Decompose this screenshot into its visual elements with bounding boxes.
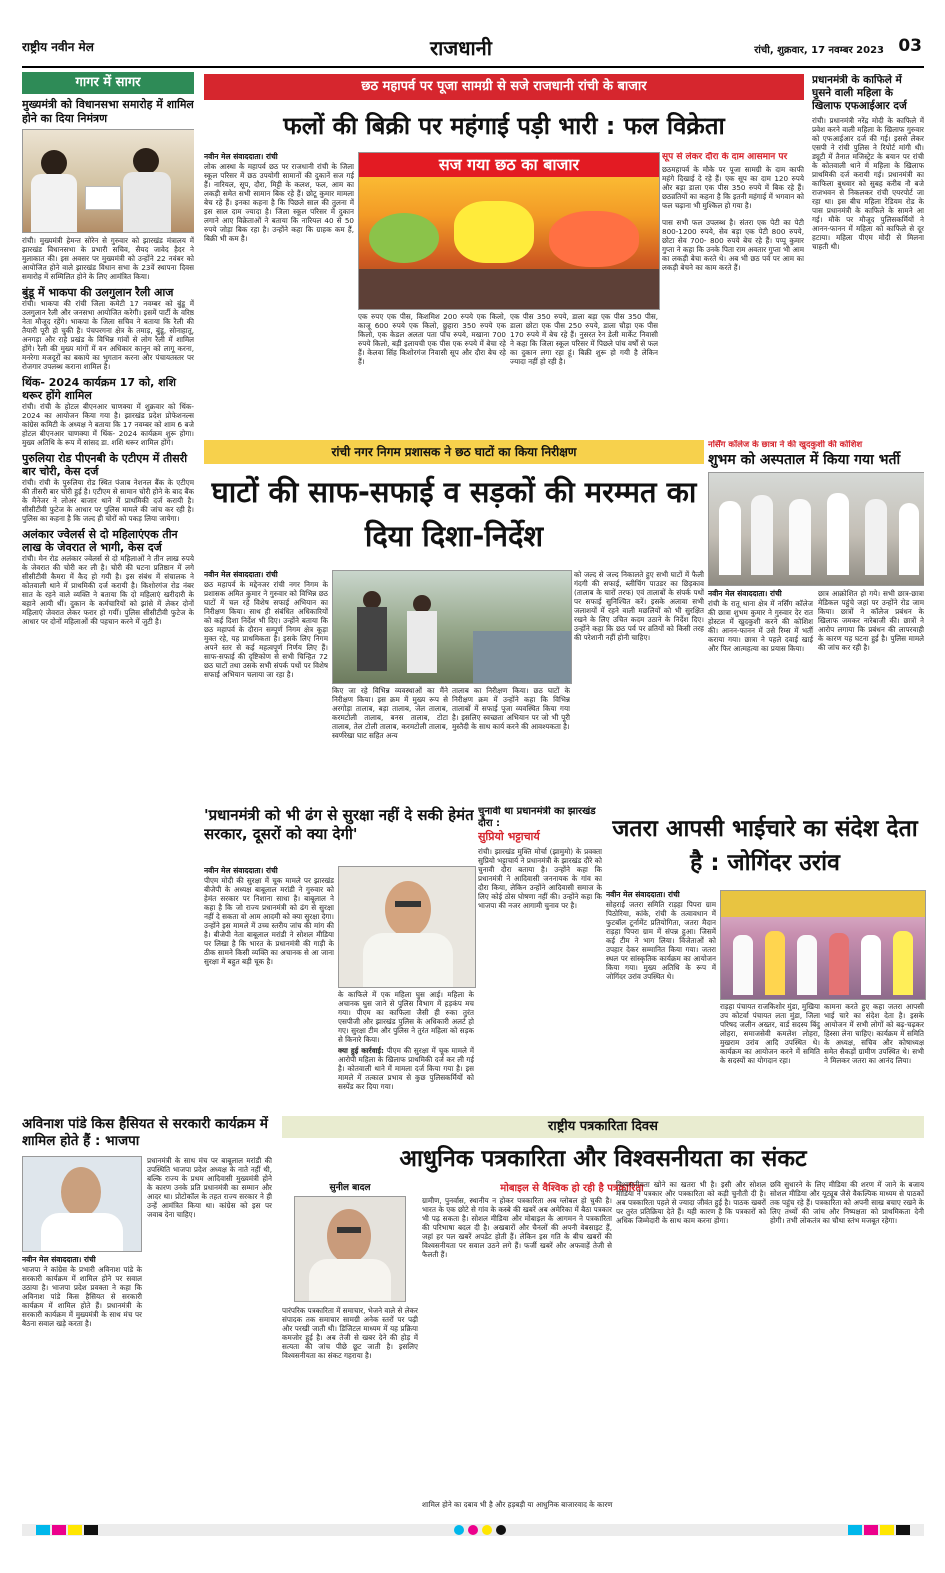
story-body: पीएम मोदी की सुरक्षा में चूक मामले पर झारखंड बीजेपी के अध्यक्ष बाबूलाल मरांडी ने गुरुवार को हेमंत सरकार पर निशाना साधा है। बाबूलाल ने कहा है कि जो राज्य प्रधानमंत्री को ढंग से सुरक्षा नहीं दे सकता वो आम आदमी को क्या सुरक्षा देगा। उन्होंने इस मामले में उच्च स्तरीय जांच की मांग की है। बीजेपी नेता बाबूलाल मरांडी ने सोशल मीडिया पर लिखा है कि भारत के प्रधानमंत्री की गाड़ी के ठीक सामने किसी व्यक्ति का अचानक से आ जाना सुरक्षा में बहुत बड़ी चूक है। bbox=[204, 876, 334, 966]
left-column bbox=[22, 72, 194, 932]
press-footer-line: शामिल होने का दबाव भी है और हड़बड़ी या आधुनिक बाजारवाद के कारण bbox=[422, 1500, 613, 1509]
story-body: छठमहापर्व के मौके पर पूजा सामग्री के दाम काफी महंगे दिखाई दे रहे हैं। एक सूप का दाम 120 रुपये और बड़ा डाला एक पीस 350 रुपये में बिक रहे हैं। छठव्रतियों का कहना है कि इतनी महंगाई में भगवान को फल चढ़ाना भी मुश्किल हो गया है। bbox=[662, 165, 804, 210]
story-body: रांची के रातू थाना क्षेत्र में नर्सिंग कॉलेज की छात्रा शुभम कुमार ने गुरुवार देर रात होस्टल में खुदकुशी करने की कोशिश की। आनन-फानन में उसे रिम्स में भर्ती कराया गया। छात्रा ने पहले दवाई खाई और फिर आत्महत्या का प्रयास किया। bbox=[708, 599, 813, 653]
photo-caption: सज गया छठ का बाजार bbox=[359, 153, 659, 177]
registration-bar bbox=[22, 1524, 924, 1536]
ghat-col-1 bbox=[204, 570, 328, 792]
masthead-rule bbox=[22, 66, 924, 68]
story-body: भाजपा ने कांग्रेस के प्रभारी अविनाश पांडे के सरकारी कार्यक्रम में शामिल होने पर सवाल उठाया है। भाजपा प्रदेश प्रवक्ता ने कहा कि अविनाश पांडे किस हैसियत से सरकारी कार्यक्रम में शामिल होते हैं। प्रधानमंत्री के सरकारी कार्यक्रम में मुख्यमंत्री के साथ मंच पर बैठना सवाल खड़े करता है। bbox=[22, 1265, 142, 1328]
paper-name: राष्ट्रीय नवीन मेल bbox=[22, 40, 94, 54]
sub-head: सूप से लेकर दौरा के दाम आसमान पर bbox=[662, 152, 788, 162]
story-body: छठ महापर्व के मद्देनजर रांची नगर निगम के प्रशासक अमित कुमार ने गुरुवार को विभिन्न छठ घाटों में चल रहे विशेष सफाई अभियान का निरीक्षण किया। साथ ही संबंधित अधिकारियों को कई दिशा निर्देश भी दिए। उन्होंने बताया कि छठ महापर्व के दौरान सम्पूर्ण निगम क्षेत्र कूड़ा मुक्त रहे, यह प्राथमिकता है। इसके लिए निगम अपने स्तर से कई महत्वपूर्ण निर्णय लिए हैं। साफ-सफाई की दृष्टिकोण से सभी चिन्हित 72 छठ घाटों तथा उसके सभी संपर्क पथों पर विशेष सफाई अभियान चलाया जा रहा है। bbox=[204, 580, 328, 679]
top-banner bbox=[204, 74, 804, 100]
chhath-market-photo bbox=[358, 152, 660, 310]
right-top-story bbox=[812, 74, 924, 436]
banner-text: रांची नगर निगम प्रशासक ने छठ घाटों का किया निरीक्षण bbox=[331, 445, 577, 459]
jatra-col-3: कामना करते हुए कहा जतरा आपसी भाई चारे का संदेश देता है। इसके आयोजन में सभी लोगों को बढ़-चढ़कर हिस्सा लेना चाहिए। कार्यक्रम में समिति के अध्यक्ष, सचिव और कोषाध्यक्ष समेत सैकड़ों ग्रामीण उपस्थित थे। सभी ने मिलकर जतरा का आनंद लिया। bbox=[824, 1002, 924, 1065]
press-headline: आधुनिक पत्रकारिता और विश्वसनीयता का संकट bbox=[399, 1146, 807, 1172]
jatra-photo bbox=[720, 890, 926, 1000]
story-body: प्रधानमंत्री के साथ मंच पर बाबूलाल मरांडी की उपस्थिति भाजपा प्रदेश अध्यक्ष के नाते नहीं थी, बल्कि राज्य के प्रथम आदिवासी मुख्यमंत्री होने के कारण उनके प्रति प्रधानमंत्री का सम्मान और आदर था। प्रोटोकॉल के तहत राज्य सरकार ने ही उन्हें आमंत्रित किया था। कांग्रेस को इस पर जवाब देना चाहिए। bbox=[147, 1156, 272, 1219]
column-head: गागर में सागर bbox=[22, 72, 194, 94]
nursing-story bbox=[708, 440, 924, 796]
byline: नवीन मेल संवाददाता। रांची bbox=[606, 890, 680, 899]
story-title: अलंकार ज्वेलर्स से दो महिलाएंएक तीन लाख के जेवरात ले भागी, केस दर्ज bbox=[22, 528, 178, 554]
students-photo bbox=[708, 472, 924, 586]
press-col-2: विश्वसनीयता खोने का खतरा भी है। इसी और सोशल मीडिया ने पत्रकार और पत्रकारिता को कड़ी चुनौती दी है। अब पत्रकारिता पहले से ज्यादा जीवंत हुई है। पाठक खबरों पर तुरंत प्रतिक्रिया देते हैं। यही कारण है कि पत्रकारों को अधिक जिम्मेदारी के साथ काम करना होगा। bbox=[616, 1180, 766, 1225]
author-portrait bbox=[294, 1196, 406, 1302]
quote-col-1 bbox=[204, 866, 334, 1106]
story-body: रांची। रांची के पुरुलिया रोड स्थित पंजाब नेशनल बैंक के एटीएम की तीसरी बार चोरी हुई है। एटीएम से सामान चोरी होने के बाद बैंक के मैनेजर ने लोअर बाजार थाने में प्राथमिकी दर्ज करायी है। सीसीटीवी फुटेज के आधार पर पुलिस मामले की जांच कर रही है। पुलिस का कहना है कि जल्द ही चोरों को पकड़ लिया जायेगा। bbox=[22, 478, 194, 523]
dateline: रांची, शुक्रवार, 17 नवम्बर 2023 bbox=[754, 45, 884, 56]
story-body: के काफिले में एक महिला घुस आई। महिला के अचानक घुस जाने से पुलिस विभाग में हड़कंप मच गया। पीएम का काफिला जैसी ही रुका तुरंत एसपीजी और झारखंड पुलिस के अधिकारी अलर्ट हो गए। सुरक्षा टीम और पुलिस ने तुरंत महिला को सड़क से किनारे किया। bbox=[338, 990, 474, 1044]
press-author-col bbox=[282, 1180, 418, 1516]
press-col-1: ग्रामीण, पुनर्वास, स्थानीय न होकर पत्रकारिता अब ग्लोबल हो चुकी है। भारत के एक छोटे से गांव के कस्बे की खबरें अब अमेरिका में बैठा पत्रकार भी पढ़ सकता है। सोशल मीडिया और मोबाइल के आगमन ने पत्रकारिता की परिभाषा बदल दी है। अखबारों और चैनलों की अपनी वेबसाइट हैं, जहां हर पल खबरें अपडेट होती हैं। लेकिन इस गति के बीच खबरों की विश्वसनीयता पर सवाल उठने लगे हैं। फर्जी खबरें और अफवाहें तेजी से फैलती हैं। bbox=[422, 1196, 612, 1259]
ghat-banner bbox=[204, 440, 704, 464]
ghat-col-3: तालाब का निरीक्षण किया। छठ घाटों के निरीक्षण क्रम में उन्होंने कहा कि विभिन्न तालाबों में सफाई पूजा व्यवस्थित किया गया है। इसलिए स्वच्छता अभियान पर जो भी पूरी मुस्तैदी के साथ कार्य करने की आवश्यकता है। bbox=[452, 686, 570, 731]
byline: नवीन मेल संवाददाता। रांची bbox=[204, 152, 278, 161]
jatra-col-1 bbox=[606, 890, 716, 1106]
story-title: पुरुलिया रोड पीएनबी के एटीएम में तीसरी बार चोरी, केस दर्ज bbox=[22, 452, 188, 478]
story-body: पीएम की सुरक्षा में चूक मामले में आरोपी महिला के खिलाफ प्राथमिकी दर्ज कर ली गई है। कोतवाली थाने में मामला दर्ज किया गया है। इस मामले में तत्काल प्रभाव से कुछ पुलिसकर्मियों को सस्पेंड कर दिया गया। bbox=[338, 1046, 474, 1091]
byline: नवीन मेल संवाददाता। रांची bbox=[204, 866, 278, 875]
story-body: रांची। मेन रोड अलंकार ज्वेलर्स से दो महिलाओं ने तीन लाख रुपये के जेवरात की चोरी कर ली है। चोरी की घटना प्रतिष्ठान में लगे सीसीटीवी कैमरा में कैद हो गयी है। इस संबंध में संचालक ने कोतवाली थाने में प्राथमिकी दर्ज करायी है। किशोरगंज रोड नंबर सात के रहने वाले व्यक्ति ने बताया कि दो महिलाएं खरीदारी के बहाने आयी थीं। दुकान के कर्मचारियों को झांसे में लेकर दोनों महिलाएं जेवरात लेकर फरार हो गयीं। पुलिस सीसीटीवी फुटेज के आधार पर दोनों महिलाओं की पहचान करने में जुटी है। bbox=[22, 554, 194, 626]
story-body: रांची। झारखंड मुक्ति मोर्चा (झामुमो) के प्रवक्ता सुप्रियो भट्टाचार्य ने प्रधानमंत्री के झारखंड दौरे को चुनावी दौरा बताया है। उन्होंने कहा कि प्रधानमंत्री ने आदिवासी जननायक के गांव का दौरा किया, लेकिन उन्होंने आदिवासी समाज के लिए कोई ठोस घोषणा नहीं की। उन्होंने कहा कि भाजपा की नजर आगामी चुनाव पर है। bbox=[478, 847, 602, 910]
section-title: राजधानी bbox=[430, 36, 492, 60]
sub-head: मोबाइल से वैश्विक हो रही है पत्रकारिता bbox=[500, 1183, 644, 1194]
byline: नवीन मेल संवाददाता। रांची bbox=[708, 589, 782, 598]
story-title: बुंडू में भाकपा की उलगुलान रैली आज bbox=[22, 286, 174, 299]
press-banner bbox=[282, 1116, 924, 1138]
cm-meeting-photo bbox=[22, 129, 194, 233]
story-body: पास सभी फल उपलब्ध है। संतरा एक पेटी का पेटी 800-1200 रुपये, सेव बड़ा एक पेटी 800 रुपये, छोटा सेव 700- 800 रुपये बेच रहे हैं। पप्पू कुमार गुप्ता ने कहा कि उनके पिता राम अवतार गुप्ता भी आम का लकड़ी बेचा करते थे। अब भी छठ पर्व पर आम का लकड़ी बेचने का काम करते हैं। bbox=[662, 218, 804, 272]
fruit-headline: फलों की बिक्री पर महंगाई पड़ी भारी : फल विक्रेता bbox=[283, 112, 725, 140]
story-body: छात्र आक्रोशित हो गये। सभी छात्र-छात्रा मेडिकल पहुंचे जहां पर उन्होंने रोड जाम किया। छात्रों ने कॉलेज प्रबंधन के खिलाफ जमकर नारेबाजी की। छात्रों ने आरोप लगाया कि प्रबंधन की लापरवाही के कारण यह घटना हुई है। पुलिस मामले की जांच कर रही है। bbox=[818, 589, 924, 652]
label: क्या हुई कार्रवाई: bbox=[338, 1046, 384, 1055]
story-body: रांची। प्रधानमंत्री नरेंद्र मोदी के काफिले में प्रवेश करने वाली महिला के खिलाफ गुरुवार को एफआईआर दर्ज की गई। इससे लेकर एसपी ने रांची पुलिस ने रिपोर्ट मांगी थी। ड्यूटी में तैनात मजिस्ट्रेट के बयान पर रांची के कोतवाली थाने में महिला के खिलाफ प्राथमिकी दर्ज करायी गई। प्रधानमंत्री का काफिला बुधवार को सुबह करीब नौ बजे राजभवन से निकलकर रांची एयरपोर्ट जा रहा था। इस बीच महिला रेडियम रोड के पास प्रधानमंत्री के काफिले के सामने आ गई। मौके पर मौजूद पुलिसकर्मियों ने आनन-फानन में महिला को काफिले से दूर हटाया। महिला पीएम मोदी से मिलना चाहती थी। bbox=[812, 116, 924, 251]
bjp-story bbox=[22, 1116, 272, 1516]
paper-logo bbox=[22, 38, 94, 55]
story-title: मुख्यमंत्री को विधानसभा समारोह में शामिल होने का दिया निमंत्रण bbox=[22, 98, 194, 125]
story-body: रांची। भाकपा की रांची जिला कमेटी 17 नवम्बर को बुंडू में उलगुलान रैली और जनसभा आयोजित करेगी। इसमें पार्टी के वरिष्ठ नेता मौजूद रहेंगे। भाकपा के जिला सचिव ने बताया कि रैली की तैयारी पूरी हो चुकी है। पंचपरगना क्षेत्र के तमाड़, बुंडू, सोनाहातू, अनगड़ा और राहे प्रखंड के विभिन्न गांवों से लोग रैली में शामिल होंगे। रैली की मुख्य मांगों में वन अधिकार कानून को लागू करना, मनरेगा मजदूरों का बकाये का भुगतान करना और पंचायतस्तर पर रोजगार उपलब्ध कराना शामिल है। bbox=[22, 299, 194, 371]
press-col-3: छवि सुधारने के लिए मीडिया की शरण में जाने के बजाय सोशल मीडिया और यूट्यूब जैसे वैकल्पिक माध्यम से पाठकों तक पहुंच रहे हैं। पत्रकारिता को अपनी साख बचाए रखने के लिए तथ्यों की जांच और निष्पक्षता को प्राथमिकता देनी होगी। तभी लोकतंत्र का चौथा स्तंभ मजबूत रहेगा। bbox=[770, 1180, 924, 1225]
story-title: थिंक- 2024 कार्यक्रम 17 को, शशि थरूर होंगे शामिल bbox=[22, 376, 176, 402]
ghat-col-4: को जल्द से जल्द निकालते हुए सभी घाटों में फैली गंदगी की सफाई, ब्लीचिंग पाउडर का छिड़काव (तालाब के चारों तरफ) एवं तालाबों के संपर्क पथों पर सफाई सुनिश्चित करें। इसके अलावा सभी जलाशयों में रहने वाली मछलियों को भी सुरक्षित रखने के लिए उचित कदम उठाने के निर्देश दिए। उन्होंने कहा कि छठ पर्व पर व्रतियों को किसी तरह की परेशानी नहीं होनी चाहिए। bbox=[574, 570, 704, 642]
supriyo-story bbox=[478, 806, 602, 1106]
author-name: सुनील बादल bbox=[329, 1183, 371, 1193]
masthead bbox=[22, 32, 924, 68]
byline: नवीन मेल संवाददाता। रांची bbox=[204, 570, 278, 579]
avinash-portrait bbox=[22, 1156, 142, 1252]
fruit-col-2: एक रुपए एक पीस, किशमिश 200 रुपये एक किलो, काजू 600 रुपये एक किलो, छुहारा 350 रुपये एक किलो, एक केडल अलता पता पाँच रुपये, मखाना 700 रुपये किलो, बड़ी इलायची एक पीस एक रुपये में बेचा रहे हैं। केलवा सिंह किशोरगंज निवासी सूप और दौरा बेच रहे हैं। bbox=[358, 312, 506, 366]
banner-text: छठ महापर्व पर पूजा सामग्री से सजे राजधानी रांची के बाजार bbox=[361, 79, 647, 94]
story-title: प्रधानमंत्री के काफिले में घुसने वाली महिला के खिलाफ एफआईआर दर्ज bbox=[812, 74, 907, 112]
story-title: शुभम को अस्पताल में किया गया भर्ती bbox=[708, 452, 901, 468]
inspection-photo bbox=[332, 570, 572, 684]
ghat-headline: घाटों की साफ-सफाई व सड़कों की मरम्मत का दिया दिशा-निर्देश bbox=[211, 475, 697, 553]
jatra-col-2: राड़हा पंचायत राजकिशोर मुंडा, मुखिया उप कोटर्वा पंचायत लता मुंडा, जिला परिषद जलीन अख्तर, वार्ड सदस्य बिंदु लोहरा, समाजसेवी कमलेश लोहरा, मुखराम उरांव आदि उपस्थित थे। कार्यक्रम का आयोजन करने में समिति के सदस्यों का योगदान रहा। bbox=[720, 1002, 820, 1065]
story-body: पारंपरिक पत्रकारिता में समाचार, भेजने वाले से लेकर संपादक तक समाचार सामग्री अनेक स्तरों पर पढ़ी और परखी जाती थी। डिजिटल माध्यम में यह प्रक्रिया कमजोर हुई है। अब तेजी से खबर देने की होड़ में सत्यता की जांच पीछे छूट जाती है। इसलिए विश्वसनीयता का संकट गहराया है। bbox=[282, 1306, 418, 1360]
byline: नवीन मेल संवाददाता। रांची bbox=[22, 1255, 96, 1264]
quote-headline: 'प्रधानमंत्री को भी ढंग से सुरक्षा नहीं दे सकी हेमंत सरकार, दूसरों को क्या देगी' bbox=[204, 806, 474, 843]
fruit-col-4 bbox=[662, 152, 804, 432]
kicker: चुनावी था प्रधानमंत्री का झारखंड दौरा : bbox=[478, 806, 596, 829]
fruit-col-1 bbox=[204, 152, 354, 432]
story-body: सोहराई जतरा समिति राड़हा पिपरा ग्राम पिठोरिया, कांके, रांची के तत्वावधान में फुटबॉल टूर्नामेंट प्रतियोगिता, जतरा मैदान राड़हा पिपरा ग्राम में संपन्न हुआ। जिसमें कई टीम ने भाग लिया। विजेताओं को उपहार देकर सम्मानित किया गया। जतरा स्थल पर सांस्कृतिक कार्यक्रम का आयोजन किया गया। मुख्य अतिथि के रूप में जोगिंदर उरांव उपस्थित थे। bbox=[606, 900, 716, 981]
kicker: नर्सिंग कॉलेज के छात्रा ने की खुदकुशी की कोशिश bbox=[708, 440, 863, 450]
page-number: 03 bbox=[898, 36, 922, 56]
story-body: लोक आस्था के महापर्व छठ पर राजधानी रांची के जिला स्कूल परिसर में छठ उपयोगी सामानों की दुकानें सज गई हैं। नारियल, सूप, दौरा, मिट्टी के कलश, फल, आम का लकड़ी समेत सभी सामान बिक रहे हैं। छोटू कुमार मामला बेच रहे हैं। इनका कहना है कि पिछले साल की तुलना में इस साल दाम ज्यादा है। जिला स्कूल परिसर में दुकान लगाने आए विक्रेताओं ने बताया कि नारियल 40 से 50 रुपये जोड़ा बिक रहा है। उन्होंने कहा कि ग्राहक कम हैं, बिक्री भी कम है। bbox=[204, 162, 354, 243]
story-body: रांची। मुख्यमंत्री हेमन्त सोरेन से गुरुवार को झारखंड मंत्रालय में झारखंड विधानसभा के प्रभारी सचिव, सैयद जावेद हैदर ने मुलाकात की। इस अवसर पर मुख्यमंत्री को उन्होंने 22 नवंबर को आयोजित होने वाले झारखंड विधान सभा के 23वें स्थापना दिवस समारोह में सम्मिलित होने के लिए आमंत्रित किया। bbox=[22, 236, 194, 281]
quote-col-2 bbox=[338, 990, 474, 1106]
banner-text: राष्ट्रीय पत्रकारिता दिवस bbox=[548, 1119, 658, 1134]
story-title: सुप्रियो भट्टाचार्य bbox=[478, 830, 540, 843]
story-title: अविनाश पांडे किस हैसियत से सरकारी कार्यक्रम में शामिल होते हैं : भाजपा bbox=[22, 1116, 268, 1149]
babulal-portrait bbox=[338, 866, 476, 988]
jatra-headline: जतरा आपसी भाईचारे का संदेश देता है : जोगिंदर उरांव bbox=[612, 816, 918, 876]
fruit-col-3: एक पीस 350 रुपये, डाला बड़ा एक पीस 350 पीस, डाला छोटा एक पीस 250 रुपये, डाला चौड़ा एक पीस 170 रुपये में बेच रहे हैं। नुसरत रेन डेली मार्केट निवासी ने कहा कि जिला स्कूल परिसर में पिछले पांच वर्षों से फल का दुकान लगा रहा हूं। बिक्री शुरू हो गयी है लेकिन ज्यादा नहीं हो रही है। bbox=[510, 312, 658, 366]
ghat-col-2: किए जा रहे विभिन्न व्यवस्थाओं का मैंने निरीक्षण किया। इस क्रम में मुख्य रूप से अरगोड़ा तालाब, बड़ा तालाब, जेल तालाब, करमटोली तालाब, बनस तालाब, टोटा तालाब, तेल टोली तालाब, करमटोली तालाब, स्वर्णरेखा घाट सहित अन्य bbox=[332, 686, 448, 740]
story-body: रांची। रांची के होटल बीएनआर चाणक्या में शुक्रवार को थिंक- 2024 का आयोजन किया गया है। झारखंड प्रदेश प्रोफेशनल्स कांग्रेस कमिटी के अध्यक्ष ने बताया कि 17 नवम्बर को शाम 6 बजे होटल बीएनआर चाणक्या में थिंक- 2024 कार्यक्रम शुरू होगा। मुख्य अतिथि के रूप में सांसद डा. शशि थरूर शामिल होंगे। bbox=[22, 402, 194, 447]
